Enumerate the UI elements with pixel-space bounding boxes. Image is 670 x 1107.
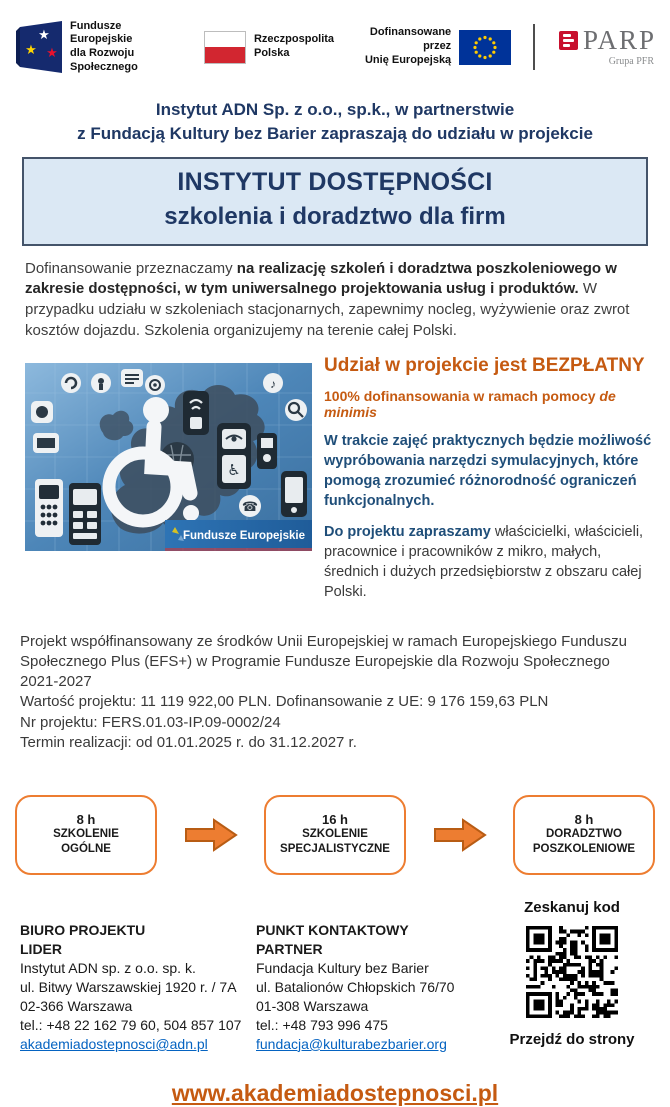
eu-funds-logo — [16, 20, 182, 75]
arrow-right-icon — [184, 817, 238, 853]
svg-text:♪: ♪ — [270, 377, 276, 392]
poland-flag-icon — [204, 31, 246, 64]
description-paragraph: Dofinansowanie przeznaczamy na realizację szkoleń i doradztwa poszkoleniowego w zakresie dostępności, w tym uniwersalnego projektowania usług i produktów. W przypadku udziału w szkoleniach stacjonarnych, zapewnimy nocleg, wyżywienie oraz zwrot kosztów dojazdu. Szkolenia organizujemy na terenie całej Polski. — [25, 259, 630, 339]
qr-scan-label: Zeskanuj kod — [524, 898, 620, 916]
contact-section — [20, 898, 650, 1054]
invitation-paragraph: Do projektu zapraszamy właścicielki, właścicieli, pracownice i pracowników z mikro, małych, średnich i dużych przedsiębiorstw z obszaru całej Polski. — [324, 524, 644, 601]
eu-funding-text: Dofinansowane przez Unię Europejską — [364, 26, 452, 66]
partner-email-link[interactable]: fundacja@kulturabezbarier.org — [256, 1035, 447, 1052]
svg-text:★: ★ — [38, 27, 50, 42]
website-link[interactable]: www.akademiadostepnosci.pl — [171, 1079, 499, 1106]
process-flow — [15, 795, 655, 875]
eu-flag-icon — [459, 30, 511, 65]
parp-subtitle: Grupa PFR — [608, 56, 654, 67]
partner-contact: PUNKT KONTAKTOWY PARTNER Fundacja Kultury bez Barier ul. Batalionów Chłopskich 76/70 01-308 Warszawa tel.: +48 793 996 475 fundacja@kulturabezbarier.org — [256, 921, 455, 1052]
financing-line-2: Wartość projektu: 11 119 922,00 PLN. Dofinansowanie z UE: 9 176 159,63 PLN — [20, 693, 549, 711]
illustration-banner-text: Fundusze Europejskie — [182, 530, 305, 543]
arrow-right-icon — [433, 817, 487, 853]
svg-text:☎: ☎ — [241, 499, 259, 515]
qr-panel — [496, 899, 648, 1048]
logo-strip — [0, 0, 670, 80]
financing-line-4: Termin realizacji: od 01.01.2025 r. do 31.12.2027 r. — [20, 733, 357, 751]
free-participation-heading: Udział w projekcie jest BEZPŁATNY — [324, 355, 645, 377]
parp-logo-icon — [559, 31, 578, 50]
practical-classes-paragraph: W trakcie zajęć praktycznych będzie możliwość wypróbowania narzędzi symulacyjnych, które pomogą zrozumieć różnorodność ograniczeń funkcjonalnych. — [324, 433, 652, 510]
financing-line-1: Projekt współfinansowany ze środków Unii Europejskiej w ramach Europejskiego Funduszu Społecznego Plus (EFS+) w Programie Fundusze Europejskie dla Rozwoju Społecznego 2021-2027 — [20, 633, 627, 691]
financing-details — [20, 632, 650, 753]
project-office-contact: BIURO PROJEKTU LIDER Instytut ADN sp. z o.o. sp. k. ul. Bitwy Warszawskiej 1920 r. / 7A 02-366 Warszawa tel.: +48 22 162 79 60, 504 857 107 akademiadostepnosci@adn.pl — [20, 921, 242, 1052]
svg-text:♿: ♿ — [227, 462, 241, 480]
parp-wordmark: PARP — [582, 25, 656, 55]
step-specialist-training: 16 h SZKOLENIE SPECJALISTYCZNE — [264, 795, 406, 875]
qr-code — [526, 926, 618, 1018]
parp-logo — [559, 27, 656, 67]
poland-logo-text: Rzeczpospolita Polska — [253, 33, 335, 59]
intro-heading: Instytut ADN Sp. z o.o., sp.k., w partnerstwie z Fundacją Kultury bez Barier zapraszają do udziału w projekcie — [77, 100, 593, 143]
step-post-training-advisory: 8 h DORADZTWO POSZKOLENIOWE — [513, 795, 655, 875]
cofinancing-subheading: 100% dofinansowania w ramach pomocy de minimis — [324, 388, 616, 421]
eu-funds-logo-text: Fundusze Europejskie dla Rozwoju Społecznego — [70, 19, 138, 73]
project-subtitle: szkolenia i doradztwo dla firm — [164, 202, 506, 230]
svg-text:★: ★ — [46, 45, 58, 60]
svg-text:★: ★ — [25, 42, 37, 57]
project-title-box — [22, 157, 648, 246]
office-email-link[interactable]: akademiadostepnosci@adn.pl — [20, 1035, 208, 1052]
qr-goto-label: Przejdź do strony — [509, 1030, 635, 1048]
accessibility-illustration — [25, 363, 312, 551]
financing-line-3: Nr projektu: FERS.01.03-IP.09-0002/24 — [20, 713, 281, 731]
step-general-training: 8 h SZKOLENIE OGÓLNE — [15, 795, 157, 875]
project-title: INSTYTUT DOSTĘPNOŚCI — [177, 167, 493, 196]
eu-funding-logo — [360, 26, 511, 67]
eu-funds-flag-icon — [16, 21, 62, 73]
logo-divider — [533, 24, 535, 70]
footer — [0, 1080, 670, 1107]
